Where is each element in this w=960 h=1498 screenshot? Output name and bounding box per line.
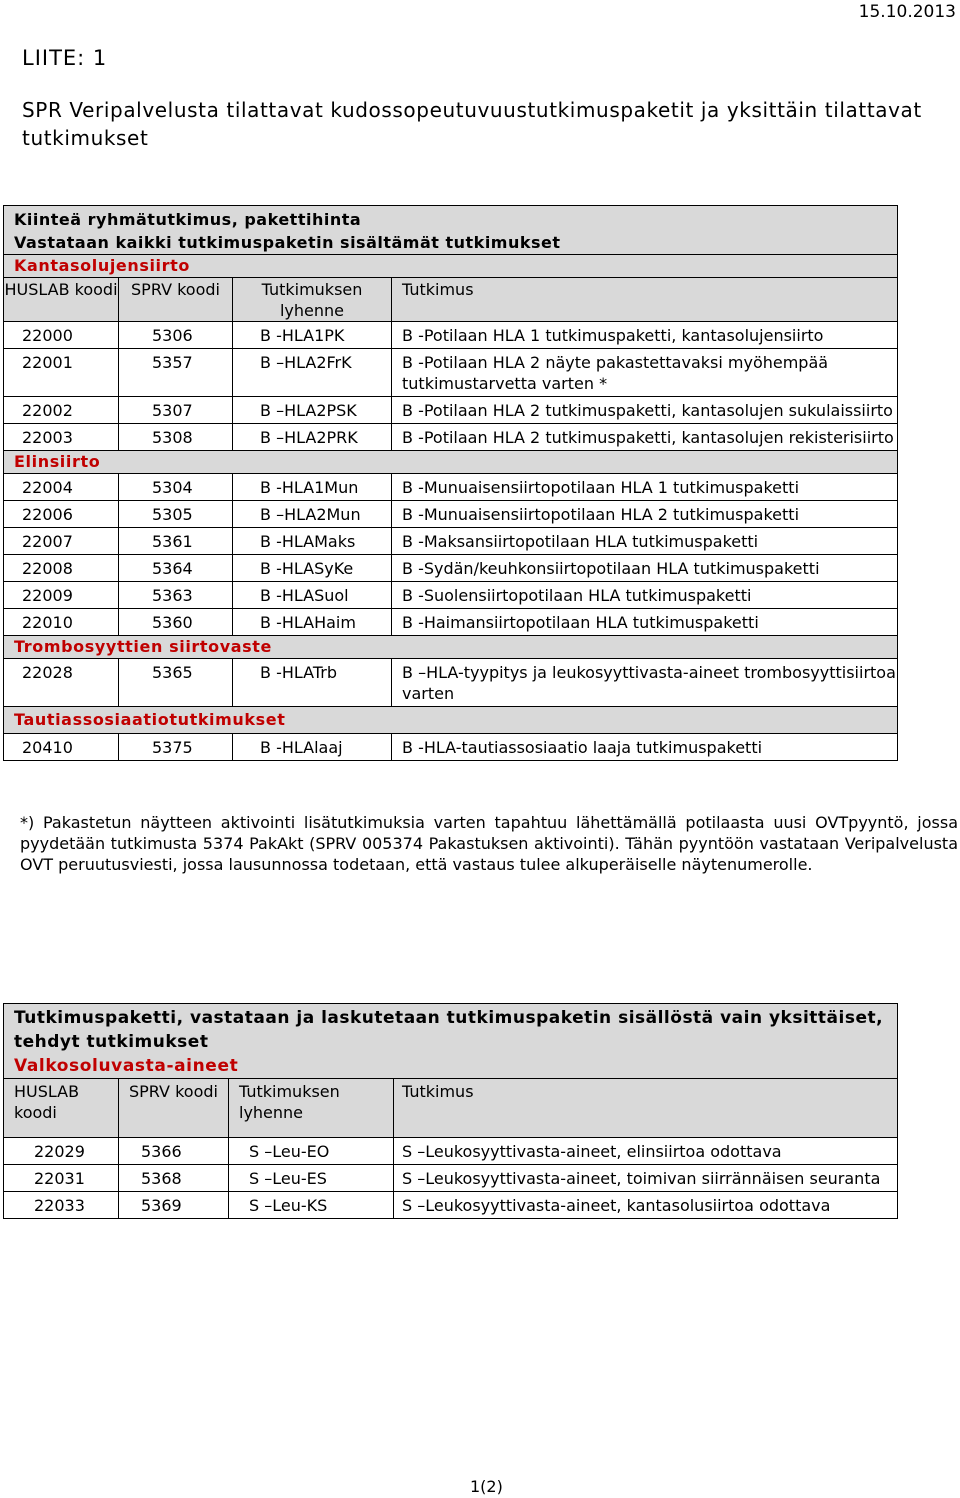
test-abbreviation: S –Leu-KS — [229, 1192, 394, 1219]
test-name: B -HLA-tautiassosiaatio laaja tutkimuspaketti — [392, 734, 898, 761]
page-title: SPR Veripalvelusta tilattavat kudossopeutuvuustutkimuspaketit ja yksittäin tilattavat tutkimukset — [22, 98, 922, 150]
table-row — [4, 501, 898, 528]
sprv-code: 5368 — [119, 1165, 229, 1192]
sprv-code: 5357 — [119, 349, 233, 397]
test-name: B -Sydän/keuhkonsiirtopotilaan HLA tutkimuspaketti — [392, 555, 898, 582]
table-row — [4, 424, 898, 451]
section-valkosoluvasta-aineet: Valkosoluvasta-aineet — [14, 1056, 239, 1076]
sprv-code: 5306 — [119, 322, 233, 349]
table-row — [4, 349, 898, 397]
table-row — [4, 474, 898, 501]
huslab-code: 22010 — [4, 609, 119, 636]
table1-heading-1: Kiinteä ryhmätutkimus, pakettihinta — [14, 210, 362, 229]
test-name: B -Potilaan HLA 1 tutkimuspaketti, kantasolujensiirto — [392, 322, 898, 349]
huslab-code: 22006 — [4, 501, 119, 528]
huslab-code: 22007 — [4, 528, 119, 555]
column-header-huslab: HUSLAB koodi — [4, 278, 119, 322]
table-row — [4, 734, 898, 761]
huslab-code: 22003 — [4, 424, 119, 451]
huslab-code: 22029 — [4, 1138, 119, 1165]
test-abbreviation: B -HLAlaaj — [233, 734, 392, 761]
huslab-code: 22001 — [4, 349, 119, 397]
huslab-code: 20410 — [4, 734, 119, 761]
sprv-code: 5307 — [119, 397, 233, 424]
sprv-code: 5308 — [119, 424, 233, 451]
test-name: B -Potilaan HLA 2 tutkimuspaketti, kantasolujen rekisterisiirto — [392, 424, 898, 451]
huslab-code: 22031 — [4, 1165, 119, 1192]
table-row — [4, 1138, 898, 1165]
test-name: B –HLA-tyypitys ja leukosyyttivasta-aineet trombosyyttisiirtoa varten — [392, 659, 898, 707]
table-row — [4, 609, 898, 636]
sprv-code: 5375 — [119, 734, 233, 761]
column-header-lyhenne: Tutkimuksen lyhenne — [229, 1079, 394, 1138]
test-name: B -Munuaisensiirtopotilaan HLA 2 tutkimuspaketti — [392, 501, 898, 528]
test-abbreviation: B -HLAHaim — [233, 609, 392, 636]
column-header-lyhenne: Tutkimuksen lyhenne — [233, 278, 392, 322]
test-name: S –Leukosyyttivasta-aineet, elinsiirtoa odottava — [394, 1138, 898, 1165]
appendix-label: LIITE: 1 — [22, 46, 108, 70]
test-name: S –Leukosyyttivasta-aineet, kantasolusiirtoa odottava — [394, 1192, 898, 1219]
table-row — [4, 322, 898, 349]
table2-heading: Tutkimuspaketti, vastataan ja laskutetaan tutkimuspaketin sisällöstä vain yksittäiset, tehdyt tutkimukset — [14, 1008, 884, 1052]
test-abbreviation: B –HLA2PRK — [233, 424, 392, 451]
test-abbreviation: B -HLA1Mun — [233, 474, 392, 501]
table-row — [4, 582, 898, 609]
test-abbreviation: B -HLASyKe — [233, 555, 392, 582]
sprv-code: 5366 — [119, 1138, 229, 1165]
column-header-tutkimus: Tutkimus — [394, 1079, 898, 1138]
table-row — [4, 1192, 898, 1219]
table-row — [4, 659, 898, 707]
test-name: B -Potilaan HLA 2 näyte pakastettavaksi myöhempää tutkimustarvetta varten * — [392, 349, 898, 397]
column-header-huslab: HUSLAB koodi — [4, 1079, 119, 1138]
test-name: B -Haimansiirtopotilaan HLA tutkimuspaketti — [392, 609, 898, 636]
sprv-code: 5365 — [119, 659, 233, 707]
huslab-code: 22028 — [4, 659, 119, 707]
test-abbreviation: B -HLA1PK — [233, 322, 392, 349]
fixed-group-tests-table — [3, 205, 898, 761]
sprv-code: 5304 — [119, 474, 233, 501]
table-row — [4, 1165, 898, 1192]
huslab-code: 22004 — [4, 474, 119, 501]
section-trombosyyttien-siirtovaste: Trombosyyttien siirtovaste — [14, 637, 273, 656]
test-name: S –Leukosyyttivasta-aineet, toimivan siirrännäisen seuranta — [394, 1165, 898, 1192]
table1-heading-2: Vastataan kaikki tutkimuspaketin sisältämät tutkimukset — [14, 233, 561, 252]
sprv-code: 5364 — [119, 555, 233, 582]
huslab-code: 22002 — [4, 397, 119, 424]
footnote: *) Pakastetun näytteen aktivointi lisätutkimuksia varten tapahtuu lähettämällä potilaasta uusi OVTpyyntö, jossa pyydetään tutkimusta 5374 PakAkt (SPRV 005374 Pakastuksen aktivointi). Tähän pyyntöön vastataan Veripalvelusta OVT peruutusviesti, jossa lausunnossa todetaan, että vastaus tulee alkuperäiselle näytenumerolle. — [20, 813, 958, 874]
sprv-code: 5360 — [119, 609, 233, 636]
test-name: B -Suolensiirtopotilaan HLA tutkimuspaketti — [392, 582, 898, 609]
huslab-code: 22008 — [4, 555, 119, 582]
table-row — [4, 555, 898, 582]
test-abbreviation: B –HLA2FrK — [233, 349, 392, 397]
test-abbreviation: B -HLATrb — [233, 659, 392, 707]
test-name: B -Munuaisensiirtopotilaan HLA 1 tutkimuspaketti — [392, 474, 898, 501]
sprv-code: 5369 — [119, 1192, 229, 1219]
huslab-code: 22000 — [4, 322, 119, 349]
huslab-code: 22033 — [4, 1192, 119, 1219]
sprv-code: 5363 — [119, 582, 233, 609]
section-elinsiirto: Elinsiirto — [14, 452, 101, 471]
test-abbreviation: B –HLA2PSK — [233, 397, 392, 424]
test-abbreviation: B -HLASuol — [233, 582, 392, 609]
document-date: 15.10.2013 — [858, 2, 956, 22]
huslab-code: 22009 — [4, 582, 119, 609]
column-header-sprv: SPRV koodi — [119, 1079, 229, 1138]
test-abbreviation: S –Leu-ES — [229, 1165, 394, 1192]
test-name: B -Maksansiirtopotilaan HLA tutkimuspaketti — [392, 528, 898, 555]
test-name: B -Potilaan HLA 2 tutkimuspaketti, kantasolujen sukulaissiirto — [392, 397, 898, 424]
package-tests-table — [3, 1003, 898, 1219]
column-header-tutkimus: Tutkimus — [392, 278, 898, 322]
page-number: 1(2) — [470, 1477, 503, 1496]
column-header-sprv: SPRV koodi — [119, 278, 233, 322]
test-abbreviation: S –Leu-EO — [229, 1138, 394, 1165]
section-kantasolujensiirto: Kantasolujensiirto — [14, 256, 190, 275]
test-abbreviation: B –HLA2Mun — [233, 501, 392, 528]
table-row — [4, 397, 898, 424]
test-abbreviation: B -HLAMaks — [233, 528, 392, 555]
sprv-code: 5361 — [119, 528, 233, 555]
sprv-code: 5305 — [119, 501, 233, 528]
table-row — [4, 528, 898, 555]
section-tautiassosiaatio: Tautiassosiaatiotutkimukset — [14, 710, 286, 729]
